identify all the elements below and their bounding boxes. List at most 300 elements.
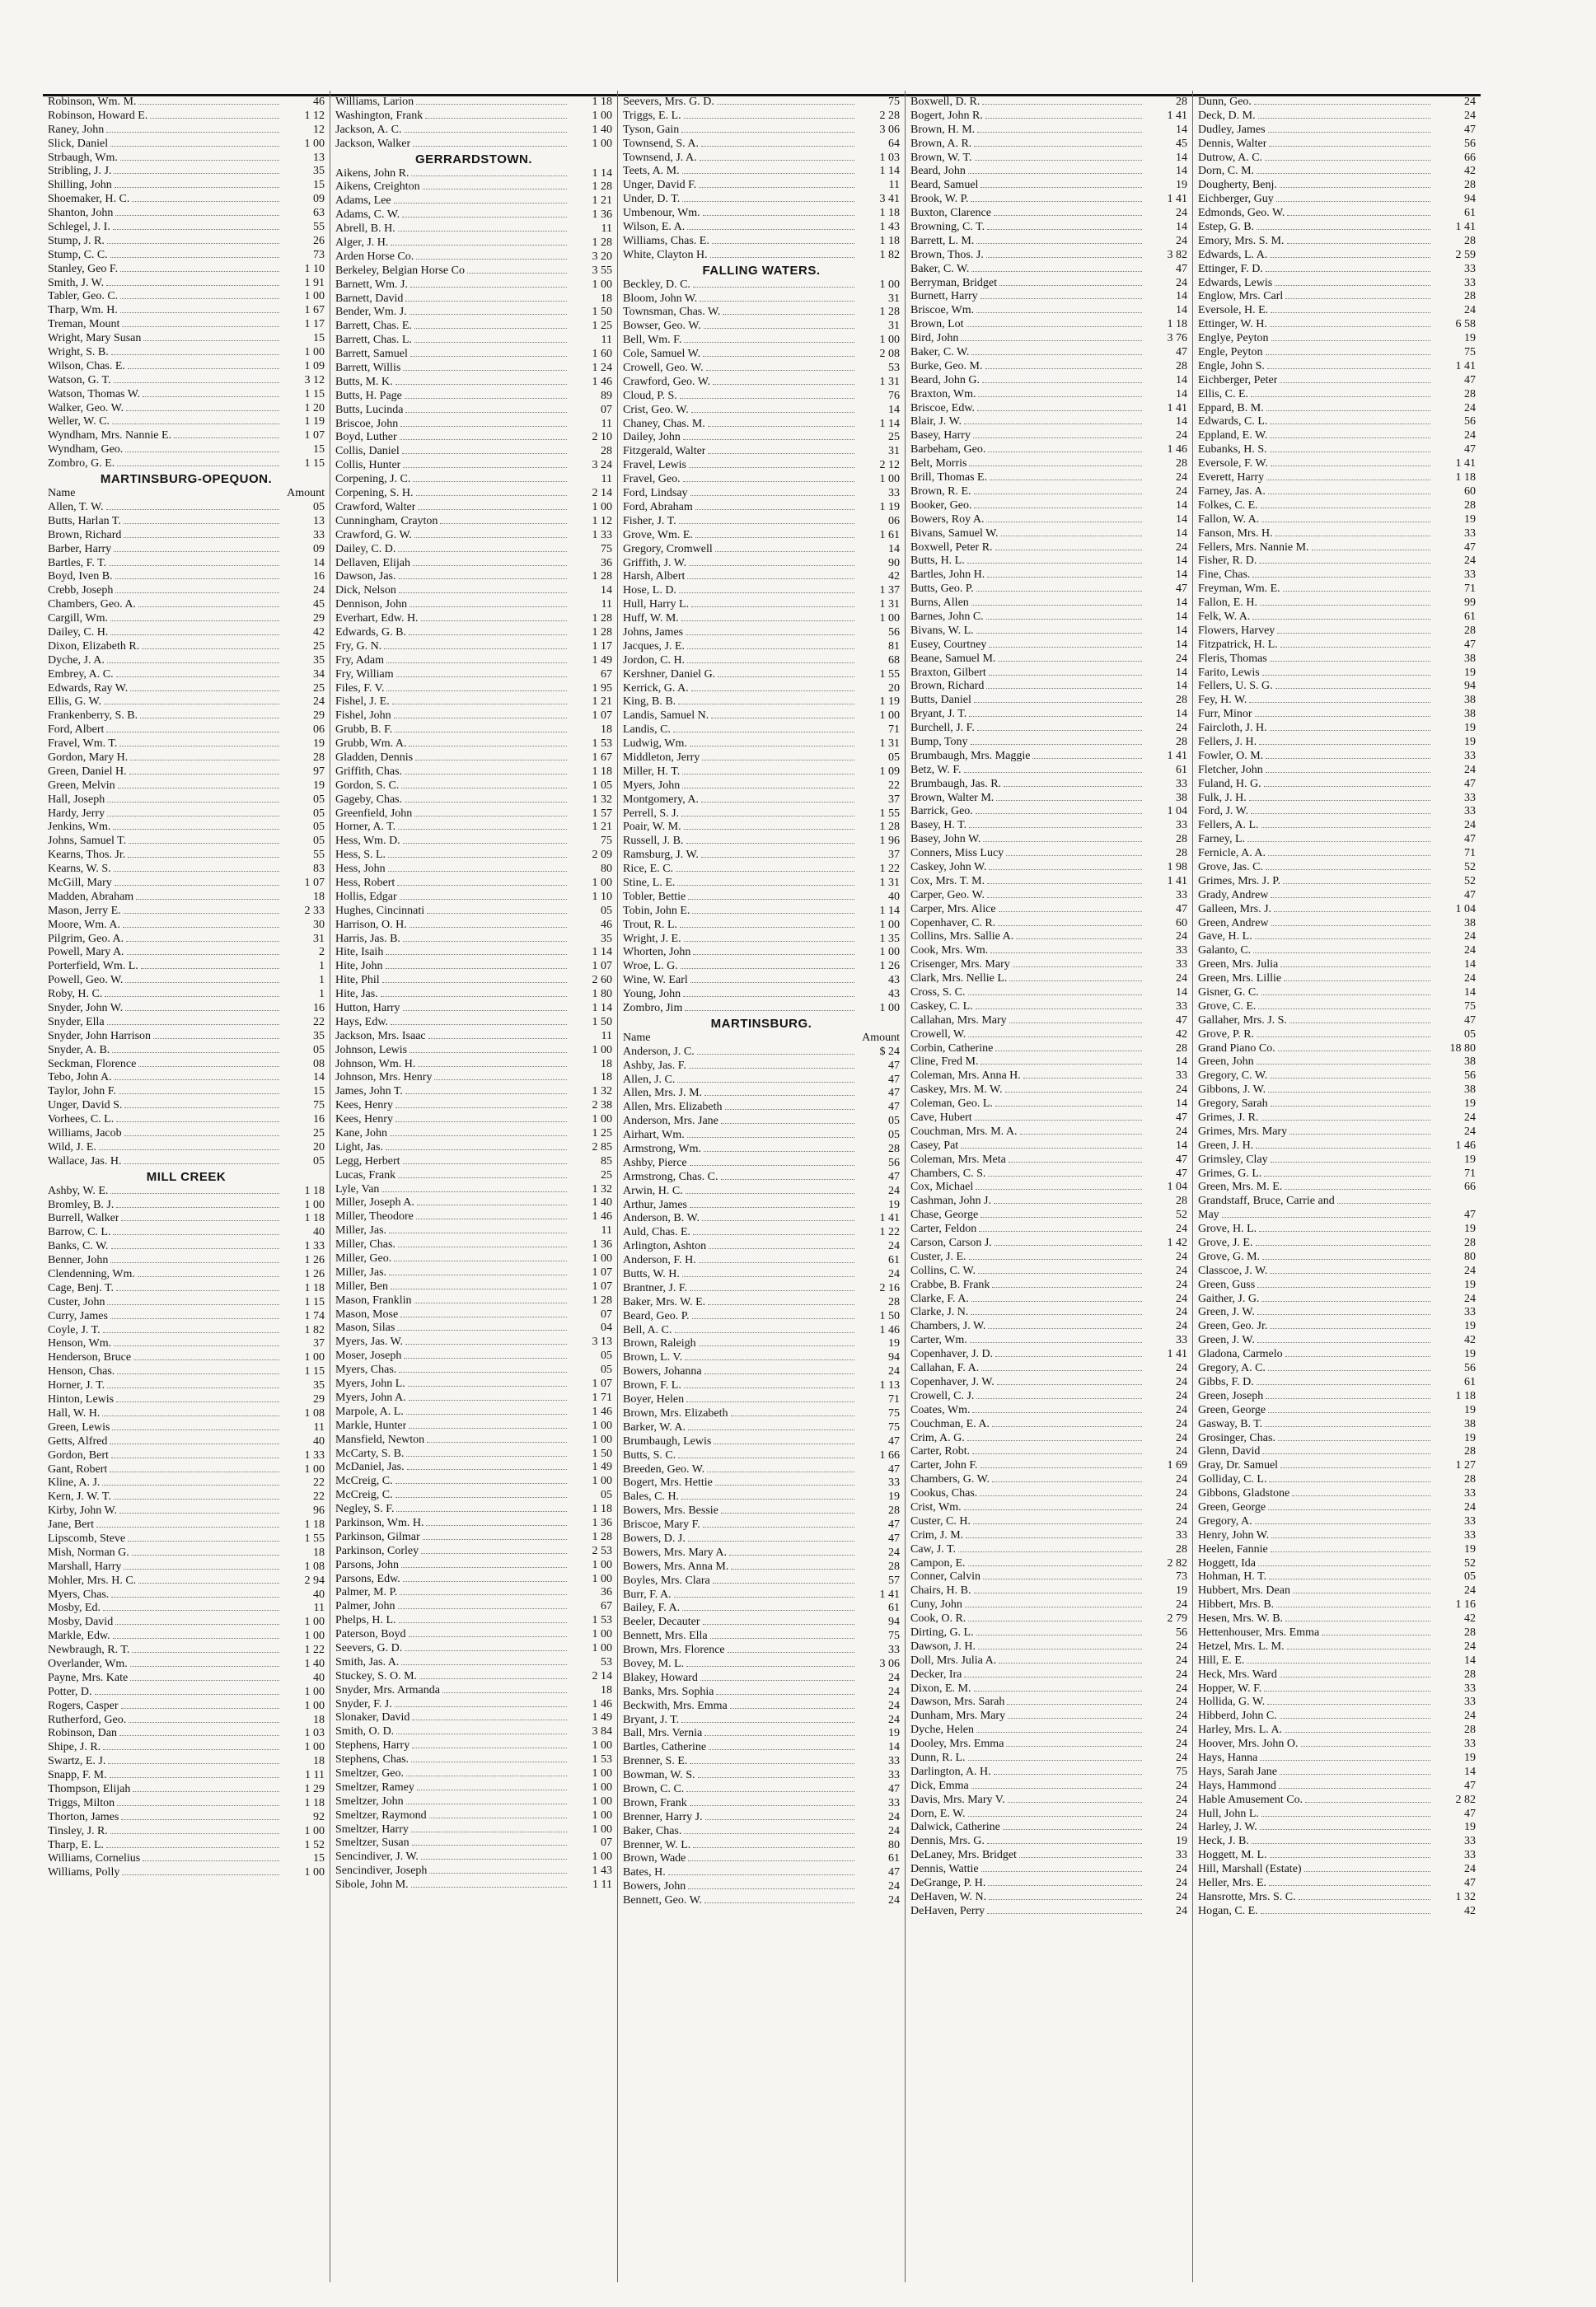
leader-dots xyxy=(403,843,567,844)
amount: 1 22 xyxy=(304,1644,325,1657)
list-item xyxy=(335,821,612,835)
leader-dots xyxy=(1274,911,1430,912)
amount: 24 xyxy=(888,1699,900,1712)
taxpayer-name: Ellis, G. W. xyxy=(48,695,101,709)
leader-dots xyxy=(703,1527,854,1528)
taxpayer-name: Gregory, A. xyxy=(1198,1514,1252,1528)
taxpayer-name: Ford, Abraham xyxy=(623,500,693,513)
list-item xyxy=(335,194,612,208)
list-item xyxy=(48,974,325,988)
taxpayer-name: Bowers, Mrs. Anna M. xyxy=(623,1560,729,1573)
amount: 24 xyxy=(1176,1306,1187,1319)
amount: 1 00 xyxy=(592,1419,612,1432)
leader-dots xyxy=(1271,1162,1430,1163)
list-item xyxy=(910,930,1187,944)
list-item xyxy=(335,515,612,529)
taxpayer-name: Perrell, S. J. xyxy=(623,807,680,820)
list-item xyxy=(48,1852,325,1866)
taxpayer-name: Snyder, Ella xyxy=(48,1015,105,1028)
amount: 14 xyxy=(1464,958,1476,971)
list-item xyxy=(623,179,900,193)
amount: 19 xyxy=(1464,1348,1476,1361)
leader-dots xyxy=(988,1328,1142,1329)
list-item xyxy=(910,1557,1187,1571)
taxpayer-name: Clarke, F. A. xyxy=(910,1292,969,1305)
taxpayer-name: Teets, A. M. xyxy=(623,165,680,178)
taxpayer-name: Montgomery, A. xyxy=(623,793,700,806)
list-item xyxy=(910,1501,1187,1515)
amount: 47 xyxy=(1464,373,1476,386)
list-item xyxy=(1198,750,1476,764)
section-heading: MARTINSBURG. xyxy=(710,1016,812,1031)
taxpayer-name: Ettinger, F. D. xyxy=(1198,262,1263,275)
list-item xyxy=(623,612,900,626)
amount: 28 xyxy=(1464,179,1476,192)
amount: 25 xyxy=(313,1127,325,1140)
list-item xyxy=(48,640,325,654)
list-item xyxy=(335,1127,612,1141)
list-item xyxy=(1198,277,1476,291)
taxpayer-name: Wild, J. E. xyxy=(48,1140,96,1154)
list-item xyxy=(335,1642,612,1656)
amount: 47 xyxy=(1176,1167,1187,1180)
list-item xyxy=(623,1672,900,1686)
taxpayer-name: Barrick, Geo. xyxy=(910,805,973,818)
list-item xyxy=(48,1504,325,1519)
taxpayer-name: Dailey, John xyxy=(623,431,681,444)
taxpayer-name: Powell, Geo. W. xyxy=(48,974,124,987)
amount: 47 xyxy=(1464,777,1476,790)
leader-dots xyxy=(981,1064,1142,1065)
leader-dots xyxy=(1253,952,1430,953)
taxpayer-name: Myers, Jas. W. xyxy=(335,1336,404,1349)
taxpayer-name: Jackson, A. C. xyxy=(335,123,402,136)
amount: 47 xyxy=(1464,638,1476,651)
taxpayer-name: Fishel, J. E. xyxy=(335,695,390,709)
taxpayer-name: Darlington, A. H. xyxy=(910,1765,991,1778)
amount: 53 xyxy=(888,362,900,375)
amount: 40 xyxy=(888,890,900,903)
list-item xyxy=(623,96,900,110)
leader-dots xyxy=(106,132,279,133)
list-item xyxy=(48,654,325,668)
taxpayer-name: Bivans, Samuel W. xyxy=(910,526,999,540)
leader-dots xyxy=(418,509,567,510)
amount: 1 43 xyxy=(592,1865,612,1878)
list-item xyxy=(1198,694,1476,708)
leader-dots xyxy=(700,301,854,302)
list-item xyxy=(623,1129,900,1143)
taxpayer-name: Moser, Joseph xyxy=(335,1350,402,1363)
list-item xyxy=(910,792,1187,806)
leader-dots xyxy=(690,982,854,983)
leader-dots xyxy=(691,690,854,691)
taxpayer-name: Brumbaugh, Lewis xyxy=(623,1434,712,1448)
leader-dots xyxy=(980,1495,1142,1496)
taxpayer-name: Estep, G. B. xyxy=(1198,221,1255,234)
leader-dots xyxy=(400,426,567,427)
taxpayer-name: Green, J. W. xyxy=(1198,1334,1255,1347)
list-item xyxy=(335,1099,612,1113)
amount: 24 xyxy=(1176,471,1187,484)
taxpayer-name: Burrell, Walker xyxy=(48,1212,119,1225)
taxpayer-name: Williams, Larion xyxy=(335,96,414,108)
taxpayer-name: Dorn, E. W. xyxy=(910,1807,966,1820)
list-item xyxy=(910,1195,1187,1209)
leader-dots xyxy=(687,662,854,663)
taxpayer-name: Cave, Hubert xyxy=(910,1111,972,1125)
taxpayer-name: Smeltzer, John xyxy=(335,1795,404,1808)
taxpayer-name: Dick, Nelson xyxy=(335,584,396,597)
list-item xyxy=(335,849,612,863)
leader-dots xyxy=(386,968,567,969)
list-item xyxy=(1198,708,1476,722)
amount: 18 xyxy=(313,1713,325,1726)
amount: 24 xyxy=(1176,722,1187,735)
taxpayer-name: Boxwell, D. R. xyxy=(910,96,981,108)
list-item xyxy=(48,1002,325,1016)
leader-dots xyxy=(689,1068,854,1069)
list-item xyxy=(335,320,612,334)
list-item xyxy=(48,1476,325,1490)
taxpayer-name: Bender, Wm. J. xyxy=(335,306,407,319)
list-item xyxy=(623,1407,900,1421)
amount: 34 xyxy=(313,667,325,681)
list-item xyxy=(335,695,612,709)
leader-dots xyxy=(419,1678,567,1679)
amount: 47 xyxy=(888,1434,900,1448)
amount: 35 xyxy=(313,1379,325,1392)
taxpayer-name: Edwards, Ray W. xyxy=(48,681,129,695)
leader-dots xyxy=(411,1887,567,1888)
amount: 40 xyxy=(313,1671,325,1684)
taxpayer-name: Buxton, Clarence xyxy=(910,207,991,220)
taxpayer-name: Harley, Mrs. L. A. xyxy=(1198,1724,1283,1737)
leader-dots xyxy=(1265,1426,1430,1427)
list-item xyxy=(623,849,900,863)
list-item xyxy=(48,807,325,821)
list-item xyxy=(1198,778,1476,792)
taxpayer-name: Miller, Ben xyxy=(335,1280,388,1293)
leader-dots xyxy=(132,201,279,202)
leader-dots xyxy=(400,899,567,900)
leader-dots xyxy=(442,1692,567,1693)
list-item xyxy=(48,360,325,374)
list-item xyxy=(623,390,900,404)
amount: 3 24 xyxy=(592,459,612,472)
taxpayer-name: Bales, C. H. xyxy=(623,1490,680,1504)
amount: 35 xyxy=(313,653,325,667)
taxpayer-name: Williams, Polly xyxy=(48,1866,120,1879)
taxpayer-name: Bivans, W. L. xyxy=(910,624,974,637)
taxpayer-name: Gageby, Chas. xyxy=(335,793,403,806)
taxpayer-name: Cloud, P. S. xyxy=(623,389,677,402)
amount: 16 xyxy=(313,570,325,583)
list-item xyxy=(335,1030,612,1044)
taxpayer-name: Bell, A. C. xyxy=(623,1323,672,1336)
list-item xyxy=(335,988,612,1002)
tax-list-page xyxy=(43,91,1481,2282)
name-header: Name xyxy=(623,1031,651,1044)
taxpayer-name: Markle, Edw. xyxy=(48,1630,110,1643)
taxpayer-name: Middleton, Jerry xyxy=(623,751,700,764)
leader-dots xyxy=(138,1066,279,1067)
amount: 1 31 xyxy=(879,598,900,611)
leader-dots xyxy=(410,927,567,928)
list-item xyxy=(910,1014,1187,1028)
amount: 38 xyxy=(1464,1083,1476,1097)
taxpayer-name: Ford, Albert xyxy=(48,723,105,737)
amount: 1 53 xyxy=(592,1614,612,1627)
list-item xyxy=(910,1710,1187,1724)
leader-dots xyxy=(423,1539,567,1540)
leader-dots xyxy=(994,215,1142,216)
list-item xyxy=(335,626,612,640)
leader-dots xyxy=(676,871,854,872)
amount: 24 xyxy=(1176,1431,1187,1444)
section-heading: MARTINSBURG-OPEQUON. xyxy=(100,472,273,487)
taxpayer-name: Fravel, Lewis xyxy=(623,459,686,472)
amount: 33 xyxy=(1176,777,1187,790)
amount: 75 xyxy=(601,835,612,848)
leader-dots xyxy=(996,800,1142,801)
leader-dots xyxy=(130,1680,279,1681)
amount: 1 00 xyxy=(592,1795,612,1808)
amount: 47 xyxy=(1176,262,1187,275)
leader-dots xyxy=(418,1066,567,1067)
taxpayer-name: James, John T. xyxy=(335,1085,403,1098)
taxpayer-name: Crawford, G. W. xyxy=(335,528,412,541)
taxpayer-name: Johnson, Wm. H. xyxy=(335,1057,416,1070)
leader-dots xyxy=(986,619,1142,620)
list-item xyxy=(623,1212,900,1226)
leader-dots xyxy=(1266,772,1430,773)
taxpayer-name: Boyd, Luther xyxy=(335,431,397,444)
leader-dots xyxy=(699,1345,854,1346)
leader-dots xyxy=(398,231,567,232)
leader-dots xyxy=(987,577,1142,578)
amount: 14 xyxy=(888,1741,900,1754)
list-item xyxy=(48,138,325,152)
amount: 1 00 xyxy=(304,1741,325,1754)
taxpayer-name: Heck, J. B. xyxy=(1198,1835,1249,1848)
taxpayer-name: Sibole, John M. xyxy=(335,1879,409,1892)
list-item xyxy=(335,1169,612,1183)
amount: 61 xyxy=(1176,763,1187,776)
list-item xyxy=(48,863,325,877)
amount: 67 xyxy=(601,1600,612,1613)
amount: 05 xyxy=(313,835,325,848)
amount: 1 18 xyxy=(1455,1389,1476,1402)
amount: 42 xyxy=(1176,1027,1187,1041)
taxpayer-name: Beard, Samuel xyxy=(910,179,979,192)
amount: 1 46 xyxy=(592,1405,612,1418)
amount: 28 xyxy=(1464,1626,1476,1639)
amount: 14 xyxy=(1176,1097,1187,1111)
amount: 47 xyxy=(1464,833,1476,846)
taxpayer-name: Brenner, S. E. xyxy=(623,1755,688,1768)
amount: 47 xyxy=(1464,1779,1476,1792)
amount: 3 84 xyxy=(592,1725,612,1738)
amount: 1 31 xyxy=(879,375,900,388)
amount: 15 xyxy=(313,332,325,345)
leader-dots xyxy=(1258,1565,1430,1566)
leader-dots xyxy=(974,1691,1143,1692)
amount: 14 xyxy=(1464,986,1476,999)
amount: 18 xyxy=(601,1057,612,1070)
leader-dots xyxy=(403,941,567,942)
list-item xyxy=(1198,1570,1476,1584)
leader-dots xyxy=(395,1706,567,1707)
amount: 18 xyxy=(601,1071,612,1084)
list-item xyxy=(335,1517,612,1531)
leader-dots xyxy=(401,1664,567,1665)
amount: 11 xyxy=(313,1420,325,1434)
amount: 47 xyxy=(888,1073,900,1086)
leader-dots xyxy=(381,1191,567,1192)
leader-dots xyxy=(421,1859,567,1860)
amount: 47 xyxy=(888,1101,900,1114)
taxpayer-name: Briscoe, Edw. xyxy=(910,401,976,414)
taxpayer-name: Gaither, J. G. xyxy=(1198,1292,1260,1305)
taxpayer-name: Grimes, J. R. xyxy=(1198,1111,1259,1125)
taxpayer-name: Bloom, John W. xyxy=(623,292,698,305)
taxpayer-name: Bates, H. xyxy=(623,1866,666,1879)
list-item xyxy=(48,835,325,849)
leader-dots xyxy=(973,1523,1142,1524)
taxpayer-name: Cage, Benj. T. xyxy=(48,1281,114,1294)
leader-dots xyxy=(976,1189,1142,1190)
leader-dots xyxy=(121,1708,279,1709)
list-item xyxy=(1198,263,1476,277)
leader-dots xyxy=(110,1193,279,1194)
list-item xyxy=(910,1752,1187,1766)
taxpayer-name: Kees, Henry xyxy=(335,1113,393,1126)
list-item xyxy=(335,1753,612,1767)
leader-dots xyxy=(130,690,279,691)
taxpayer-name: Grimes, Mrs. J. P. xyxy=(1198,874,1280,887)
amount: 14 xyxy=(1176,569,1187,582)
list-item xyxy=(623,165,900,179)
list-item xyxy=(48,1365,325,1379)
amount: 1 07 xyxy=(592,1280,612,1293)
taxpayer-name: Briscoe, Wm. xyxy=(910,304,975,317)
leader-dots xyxy=(1304,1871,1430,1872)
taxpayer-name: Carter, Feldon xyxy=(910,1223,977,1236)
taxpayer-name: Kees, Henry xyxy=(335,1099,393,1112)
taxpayer-name: Clark, Mrs. Nellie L. xyxy=(910,972,1008,985)
amount: 14 xyxy=(1176,526,1187,540)
taxpayer-name: Dawson, J. H. xyxy=(910,1640,976,1653)
leader-dots xyxy=(704,328,854,329)
list-item xyxy=(1198,958,1476,972)
amount: 24 xyxy=(1176,1682,1187,1695)
leader-dots xyxy=(721,1513,854,1514)
leader-dots xyxy=(406,1456,567,1457)
leader-dots xyxy=(107,816,279,817)
taxpayer-name: Adams, Lee xyxy=(335,194,391,208)
leader-dots xyxy=(684,829,854,830)
amount: 20 xyxy=(888,681,900,695)
amount: 33 xyxy=(313,528,325,541)
leader-dots xyxy=(410,287,567,288)
taxpayer-name: Brown, H. M. xyxy=(910,123,976,136)
amount: 43 xyxy=(888,988,900,1001)
list-item xyxy=(623,779,900,793)
list-item xyxy=(1198,318,1476,332)
leader-dots xyxy=(102,1485,279,1486)
leader-dots xyxy=(1251,396,1430,397)
amount: 24 xyxy=(1176,1514,1187,1528)
taxpayer-name: Smeltzer, Geo. xyxy=(335,1767,405,1780)
amount: 1 40 xyxy=(304,1657,325,1670)
list-item xyxy=(48,277,325,291)
taxpayer-name: Miller, Geo. xyxy=(335,1252,392,1266)
amount: 94 xyxy=(888,1351,900,1364)
list-item xyxy=(335,654,612,668)
leader-dots xyxy=(703,215,854,216)
taxpayer-name: Wilson, Chas. E. xyxy=(48,359,125,372)
leader-dots xyxy=(1280,1467,1430,1468)
leader-dots xyxy=(143,396,279,397)
taxpayer-name: Bird, John xyxy=(910,332,959,345)
list-item xyxy=(910,513,1187,527)
amount: 1 00 xyxy=(304,1866,325,1879)
leader-dots xyxy=(133,1791,279,1792)
taxpayer-name: Crebb, Joseph xyxy=(48,584,114,597)
amount: 24 xyxy=(1464,1292,1476,1305)
list-item xyxy=(910,318,1187,332)
leader-dots xyxy=(966,1537,1142,1538)
list-item xyxy=(48,751,325,765)
taxpayer-name: Fuland, H. G. xyxy=(1198,777,1261,790)
leader-dots xyxy=(971,1788,1142,1789)
leader-dots xyxy=(116,676,279,677)
list-item xyxy=(1198,653,1476,667)
leader-dots xyxy=(111,354,279,355)
list-item xyxy=(48,1435,325,1449)
taxpayer-name: Smeltzer, Raymond xyxy=(335,1809,427,1822)
amount: 1 14 xyxy=(592,166,612,180)
list-item xyxy=(1198,1055,1476,1069)
taxpayer-name: Green, Mrs. M. E. xyxy=(1198,1181,1283,1194)
taxpayer-name: Brown, Frank xyxy=(623,1796,687,1809)
leader-dots xyxy=(407,1469,567,1470)
amount: 1 49 xyxy=(592,1461,612,1474)
taxpayer-name: Dawson, Jas. xyxy=(335,570,396,583)
taxpayer-name: Grove, J. E. xyxy=(1198,1237,1253,1250)
taxpayer-name: Trout, R. L. xyxy=(623,918,678,931)
list-item xyxy=(910,1362,1187,1376)
taxpayer-name: Dennison, John xyxy=(335,598,408,611)
taxpayer-name: Butts, Lucinda xyxy=(335,403,404,416)
leader-dots xyxy=(405,802,567,803)
list-item xyxy=(335,1809,612,1823)
leader-dots xyxy=(690,495,854,496)
list-item xyxy=(910,1766,1187,1780)
list-item xyxy=(335,1823,612,1837)
amount: 75 xyxy=(888,1406,900,1420)
taxpayer-name: Dick, Emma xyxy=(910,1779,969,1792)
amount: 47 xyxy=(888,1532,900,1545)
list-item xyxy=(623,1783,900,1797)
amount: 14 xyxy=(1176,555,1187,568)
leader-dots xyxy=(116,1121,279,1122)
amount: 18 xyxy=(313,890,325,903)
list-item xyxy=(335,905,612,919)
leader-dots xyxy=(405,1650,567,1651)
taxpayer-name: Booker, Geo. xyxy=(910,498,972,512)
